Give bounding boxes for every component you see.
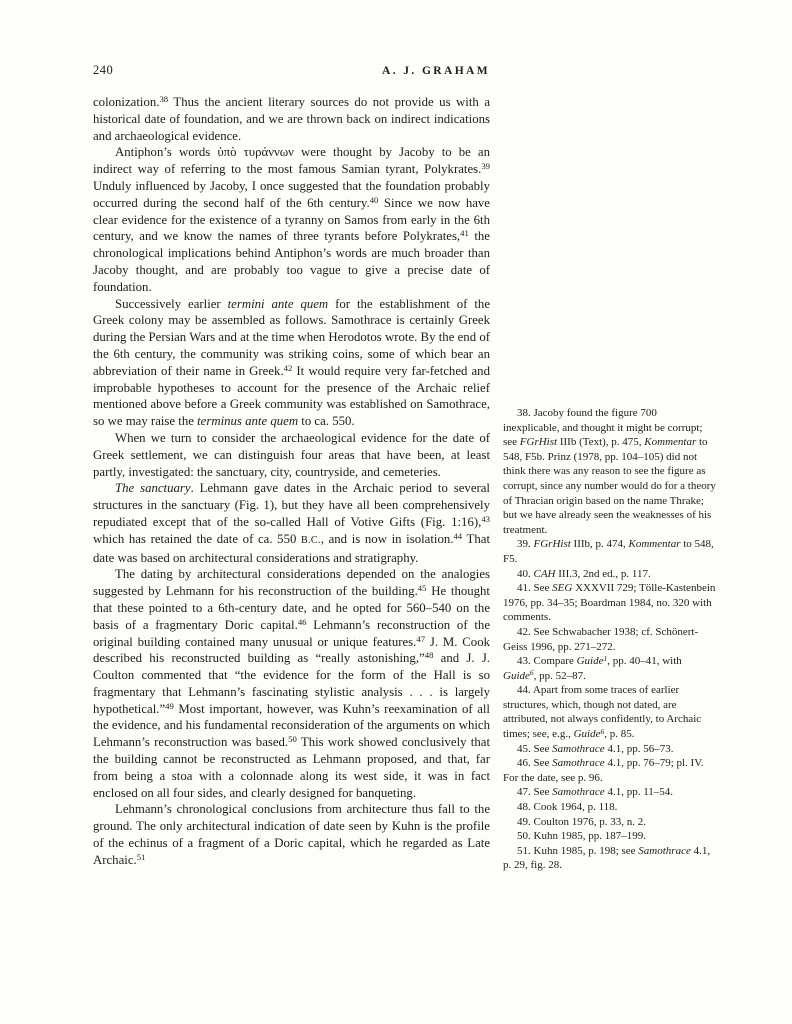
paragraph: Antiphon’s words ὑπὸ τυράννων were thought by Jacoby to be an indirect way of referring to the most famous Samian tyrant, Polykrates.$^{39}$ Unduly influenced by Jacoby, I once suggested that the foundation probably occurred during the second half of the 6th century.$^{40}$ Since we now have clear evidence for the existence of a tyranny on Samos from early in the 6th century, and we know the names of three tyrants before Polykrates,$^{41}$ the chronological implications behind Antiphon’s words are much broader than Jacoby thought, and are probably too vague to give a precise date of foundation. xyxy=(93,145,490,294)
italic-text: Guide xyxy=(503,669,530,682)
italic-text: CAH xyxy=(533,567,556,580)
footnote-reference: 40 xyxy=(369,194,379,205)
running-head: A. J. GRAHAM xyxy=(381,65,490,77)
italic-text: termini ante quem xyxy=(227,296,329,311)
paragraph: Successively earlier termini ante quem for the establishment of the Greek colony may be assembled as follows. Samothrace is certainly Greek during the Persian Wars and at the time when Herodotos wrote. By the end of the 6th century, the community was striking coins, some of which bear an abbreviation of their name in Greek.$^{42}$ It would require very far-fetched and improbable hypotheses to account for the presence of the Archaic relief mentioned above before a Greek community was established on Samothrace, so we may raise the terminus ante quem to ca. 550. xyxy=(93,296,490,429)
italic-text: The sanctuary xyxy=(115,481,191,496)
italic-text: Guide xyxy=(573,728,601,741)
footnote: 48. Cook 1964, p. 118. xyxy=(517,801,618,814)
footnote-reference: 43 xyxy=(481,514,490,525)
footnote-reference: 49 xyxy=(165,700,174,711)
footnote: 42. See Schwabacher 1938; cf. Schönert-Geiss 1996, pp. 271–272. xyxy=(503,625,699,653)
page-number: 240 xyxy=(93,63,114,77)
italic-text: Kommentar xyxy=(644,436,697,449)
footnote-reference: 44 xyxy=(453,530,463,541)
italic-text: Samothrace xyxy=(552,786,605,799)
italic-text: SEG xyxy=(552,582,573,595)
footnote: 38. Jacoby found the figure 700 inexplicable, and thought it might be corrupt; see FGrHist IIIb (Text), p. 475, Kommentar to 548, F5b. Prinz (1978, pp. 104–105) did not think there was any reason to see the figure as corrupt, since any number would do for a theory of Thracian origin based on the name Thrake; but we have already seen the weaknesses of his treatment. xyxy=(503,407,716,536)
footnote-reference: 41 xyxy=(460,228,469,239)
footnote-reference: 48 xyxy=(424,650,434,661)
footnote: 43. Compare Guide$^1$, pp. 40–41, with Guide$^6$, pp. 52–87. xyxy=(503,653,682,682)
footnote: 51. Kuhn 1985, p. 198; see Samothrace 4.1, p. 29, fig. 28. xyxy=(503,844,711,872)
footnote: 44. Apart from some traces of earlier structures, which, though not dated, are attributed, not always confidently, to Archaic times; see, e.g., Guide$^6$, p. 85. xyxy=(503,684,702,741)
footnote: 50. Kuhn 1985, pp. 187–199. xyxy=(517,830,646,843)
page-header xyxy=(93,63,490,78)
main-text-column xyxy=(93,94,490,869)
edition-superscript: 1 xyxy=(603,653,608,663)
footnote: 47. See Samothrace 4.1, pp. 11–54. xyxy=(517,786,674,799)
small-caps-text: B.C. xyxy=(301,534,321,546)
footnote-reference: 47 xyxy=(416,633,426,644)
footnote-reference: 45 xyxy=(417,583,427,594)
italic-text: Samothrace xyxy=(552,757,605,770)
paragraph: colonization.$^{38}$ Thus the ancient literary sources do not provide us with a historical date of foundation, and we are thrown back on indirect indications and archaeological evidence. xyxy=(93,94,490,143)
paragraph: Lehmann’s chronological conclusions from architecture thus fall to the ground. The only architectural indication of date seen by Kuhn is the profile of the echinus of a fragment of a Doric capital, which he regarded as Late Archaic.$^{51}$ xyxy=(93,802,490,867)
footnotes-column xyxy=(503,406,716,873)
italic-text: Samothrace xyxy=(638,844,691,857)
footnote-reference: 42 xyxy=(283,362,293,373)
footnote: 40. CAH III.3, 2nd ed., p. 117. xyxy=(517,567,651,580)
footnote-reference: 46 xyxy=(297,616,307,627)
italic-text: FGrHist xyxy=(533,538,571,551)
footnote: 45. See Samothrace 4.1, pp. 56–73. xyxy=(517,742,674,755)
italic-text: FGrHist xyxy=(519,436,558,449)
footnote-reference: 38 xyxy=(159,94,169,105)
footnote: 41. See SEG XXXVII 729; Tölle-Kastenbein 1976, pp. 34–35; Boardman 1984, no. 320 with comments. xyxy=(503,582,716,624)
paragraph: When we turn to consider the archaeological evidence for the date of Greek settlement, we can distinguish four areas that have been, at least partly, investigated: the sanctuary, city, countryside, and cemeteries. xyxy=(93,430,490,479)
footnote-reference: 39 xyxy=(481,161,490,172)
edition-superscript: 6 xyxy=(529,668,534,678)
footnote: 46. See Samothrace 4.1, pp. 76–79; pl. IV. For the date, see p. 96. xyxy=(503,757,704,784)
footnote: 39. FGrHist IIIb, p. 474, Kommentar to 548, F5. xyxy=(503,538,714,565)
footnote-reference: 50 xyxy=(288,734,297,745)
edition-superscript: 6 xyxy=(600,726,605,736)
footnote-reference: 51 xyxy=(136,851,146,862)
italic-text: Kommentar xyxy=(628,538,681,551)
italic-text: Samothrace xyxy=(552,742,605,755)
footnote: 49. Coulton 1976, p. 33, n. 2. xyxy=(517,815,646,828)
paragraph: The dating by architectural considerations depended on the analogies suggested by Lehmann for his reconstruction of the building.$^{45}$ He thought that these pointed to a 6th-century date, and he opted for 560–540 on the basis of a fragmentary Doric capital.$^{46}$ Lehmann’s reconstruction of the original building contained many unusual or unique features.$^{47}$ J. M. Cook described his reconstructed building as “really astonishing,”$^{48}$ and J. J. Coulton commented that “the evidence for the form of the Hall is so fragmentary that Lehmann’s fascinating stylistic analysis . . . is largely hypothetical.”$^{49}$ Most important, however, was Kuhn’s reexamination of all the evidence, and his fundamental reconsideration of the arguments on which Lehmann’s reconstruction was based.$^{50}$ This work showed conclusively that the building cannot be reconstructed as Lehmann proposed, and that, far from being a stoa with a colonnade along its west side, it was in fact enclosed on all four sides, and clearly designed for banqueting. xyxy=(93,567,491,800)
italic-text: terminus ante quem xyxy=(197,414,299,429)
paragraph: The sanctuary. Lehmann gave dates in the Archaic period to several structures in the sanctuary (Fig. 1), but they have all been comprehensively repudiated except that of the so-called Hall of Votive Gifts (Fig. 1:16),$^{43}$ which has retained the date of ca. 550 B.C., and is now in isolation.$^{44}$ That date was based on architectural considerations and stratigraphy. xyxy=(93,481,490,565)
italic-text: Guide xyxy=(576,655,604,668)
